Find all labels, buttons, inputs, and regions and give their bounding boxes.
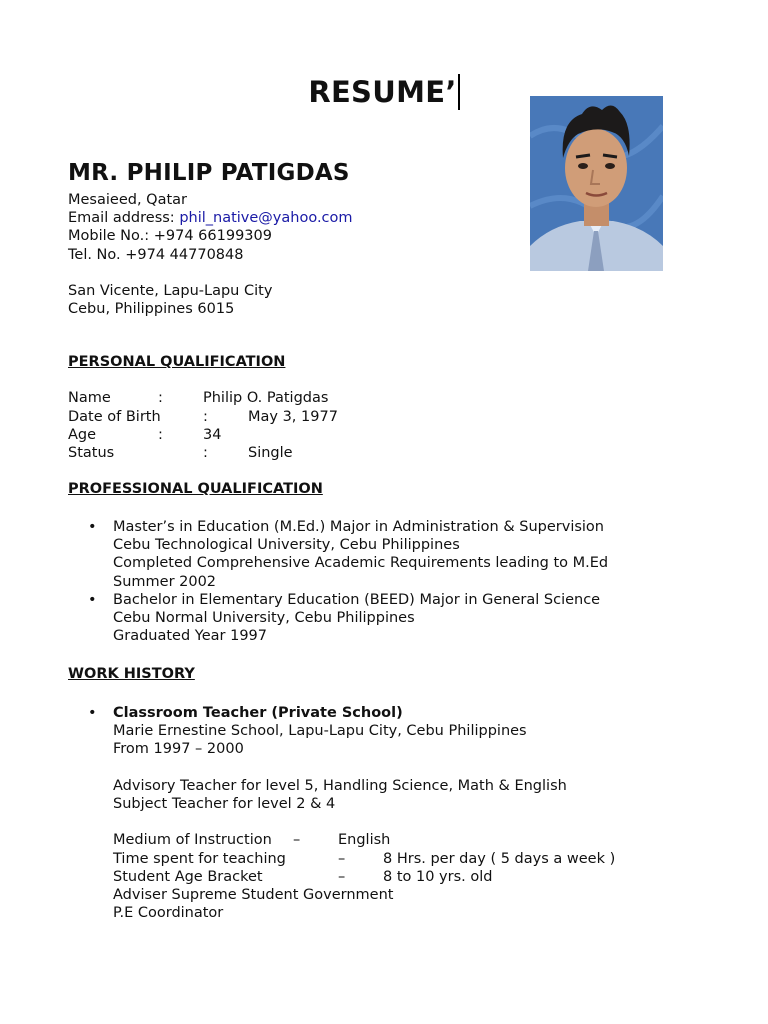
- applicant-name: MR. PHILIP PATIGDAS: [68, 160, 350, 186]
- personal-separator: :: [158, 390, 163, 406]
- profile-photo: [530, 96, 663, 271]
- degree-school: Cebu Technological University, Cebu Philippines: [113, 537, 460, 554]
- work-history-heading: WORK HISTORY: [68, 666, 195, 682]
- job-detail-row: [113, 850, 616, 868]
- degree-title: Master’s in Education (M.Ed.) Major in Administration & Supervision: [113, 519, 604, 535]
- bullet-icon: •: [88, 591, 97, 608]
- job-detail-row: [113, 868, 567, 886]
- list-item: [68, 518, 608, 591]
- job-extra: Adviser Supreme Student Government: [113, 886, 394, 903]
- bullet-icon: •: [88, 519, 97, 535]
- personal-label: Status: [68, 445, 115, 461]
- personal-separator: :: [203, 409, 208, 425]
- spacer: [113, 813, 567, 831]
- degree-school: Cebu Normal University, Cebu Philippines: [113, 610, 415, 627]
- personal-qualification-heading: PERSONAL QUALIFICATION: [68, 354, 286, 370]
- degree-note: Completed Comprehensive Academic Requirements leading to M.Ed: [113, 555, 609, 572]
- profile-photo-drawing: [530, 96, 663, 271]
- email-label: Email address:: [68, 210, 180, 227]
- personal-label: Date of Birth: [68, 409, 161, 425]
- list-item: [68, 704, 616, 922]
- contact-tel: Tel. No. +974 44770848: [68, 246, 244, 263]
- detail-label: Time spent for teaching: [113, 850, 286, 867]
- job-extra: P.E Coordinator: [113, 905, 224, 922]
- address-line-1: San Vicente, Lapu-Lapu City: [68, 283, 273, 299]
- detail-value: 8 to 10 yrs. old: [383, 868, 493, 885]
- text-cursor: [458, 74, 460, 110]
- detail-label: Student Age Bracket: [113, 868, 263, 885]
- personal-value: Philip O. Patigdas: [203, 390, 329, 406]
- contact-email-line: [68, 209, 353, 227]
- personal-separator: :: [203, 445, 208, 461]
- professional-qualification-heading: PROFESSIONAL QUALIFICATION: [68, 481, 323, 497]
- address-block: [68, 282, 272, 318]
- detail-separator: –: [338, 850, 346, 867]
- email-link[interactable]: phil_native@yahoo.com: [179, 210, 353, 227]
- personal-value: 34: [203, 427, 222, 443]
- contact-location: Mesaieed, Qatar: [68, 192, 187, 208]
- degree-year: Summer 2002: [113, 573, 217, 590]
- job-title: Classroom Teacher (Private School): [113, 705, 403, 721]
- degree-title: Bachelor in Elementary Education (BEED) Major in General Science: [113, 591, 601, 608]
- job-period: From 1997 – 2000: [113, 741, 244, 758]
- job-duty: Subject Teacher for level 2 & 4: [113, 796, 336, 812]
- work-list: [68, 704, 616, 922]
- detail-value: English: [338, 832, 391, 849]
- detail-value: 8 Hrs. per day ( 5 days a week ): [383, 850, 616, 867]
- resume-title-text: RESUME’: [308, 75, 457, 109]
- professional-list: [68, 518, 608, 645]
- detail-label: Medium of Instruction: [113, 832, 272, 849]
- personal-value: May 3, 1977: [248, 409, 338, 425]
- contact-mobile: Mobile No.: +974 66199309: [68, 228, 272, 245]
- job-duty: Advisory Teacher for level 5, Handling Science, Math & English: [113, 777, 567, 794]
- personal-label: Age: [68, 427, 97, 443]
- detail-separator: –: [293, 832, 301, 849]
- address-line-2: Cebu, Philippines 6015: [68, 301, 235, 318]
- personal-separator: :: [158, 427, 163, 443]
- job-school: Marie Ernestine School, Lapu-Lapu City, Cebu Philippines: [113, 723, 527, 740]
- contact-block: [68, 191, 353, 264]
- degree-year: Graduated Year 1997: [113, 628, 267, 645]
- personal-value: Single: [248, 445, 293, 461]
- personal-label: Name: [68, 390, 111, 406]
- bullet-icon: •: [88, 705, 97, 721]
- job-detail-row: [113, 831, 567, 849]
- list-item: [68, 591, 608, 646]
- detail-separator: –: [338, 868, 346, 885]
- spacer: [113, 759, 567, 777]
